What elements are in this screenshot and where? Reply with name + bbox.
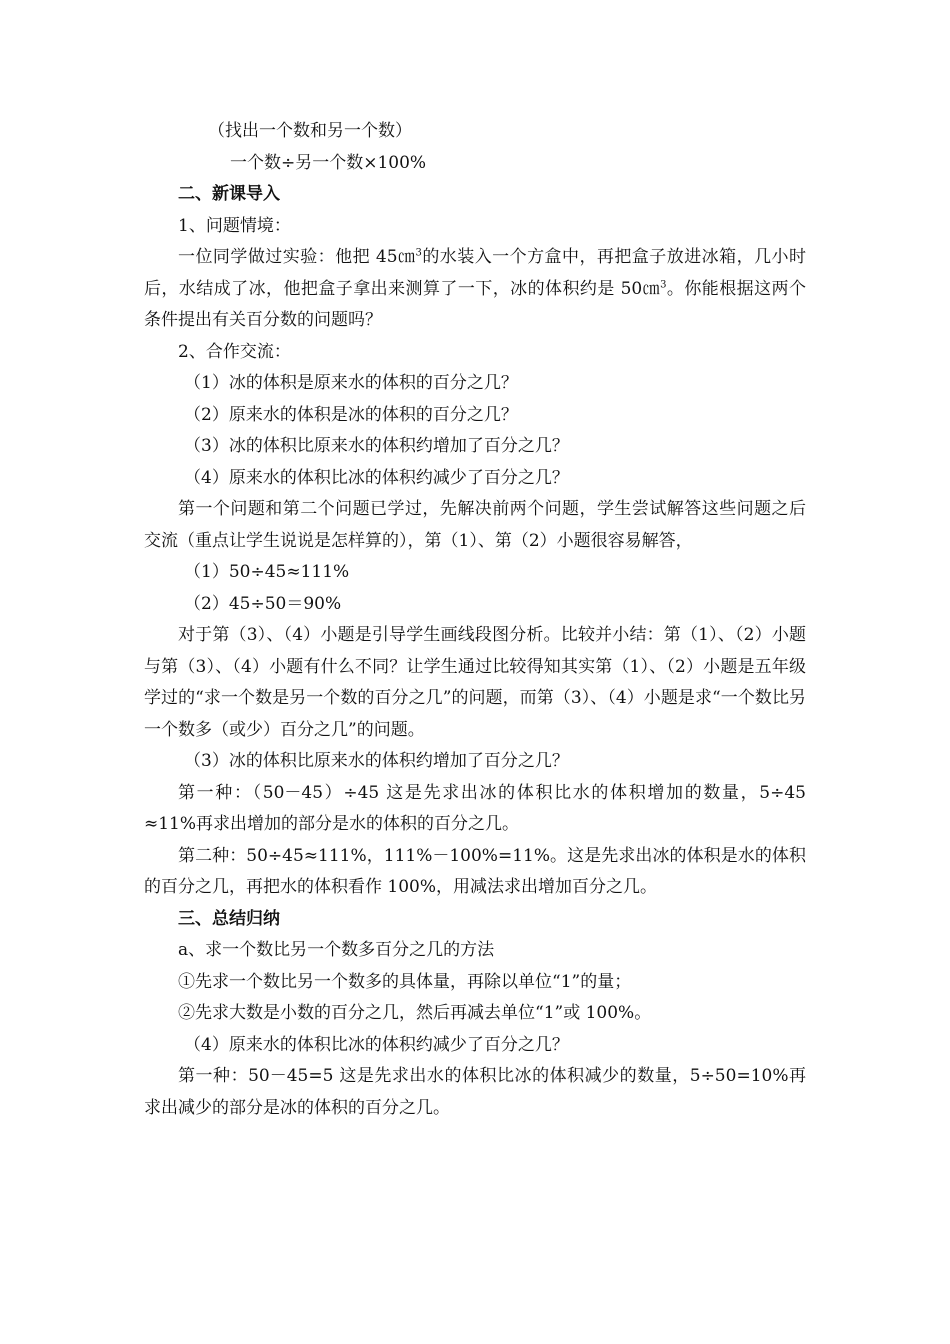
question-line: （4）原来水的体积比冰的体积约减少了百分之几？: [184, 1034, 569, 1055]
section-heading: 二、新课导入: [178, 184, 280, 204]
document-page: [144, 116, 806, 1124]
superscript: 3: [660, 278, 667, 290]
text-line: （找出一个数和另一个数）: [208, 121, 412, 141]
paragraph: [144, 242, 806, 337]
question-line: （1）冰的体积是原来水的体积的百分之几？: [184, 373, 518, 393]
formula-line: 一个数÷另一个数×100%: [230, 152, 427, 173]
paragraph: 第一种：（50－45）÷45 这是先求出冰的体积比水的体积增加的数量，5÷45 ≈11%再求出增加的部分是水的体积的百分之几。: [144, 782, 806, 834]
subheading: 1、问题情境：: [178, 215, 291, 236]
paragraph: 第一种：50－45=5 这是先求出水的体积比冰的体积减少的数量，5÷50=10%再求出减少的部分是冰的体积的百分之几。: [144, 1066, 806, 1118]
question-line: （3）冰的体积比原来水的体积约增加了百分之几？: [184, 751, 569, 771]
paragraph: 第一个问题和第二个问题已学过，先解决前两个问题，学生尝试解答这些问题之后交流（重点让学生说说是怎样算的），第（1）、第（2）小题很容易解答，: [144, 499, 806, 551]
question-line: （2）原来水的体积是冰的体积的百分之几？: [184, 404, 518, 425]
section-heading: 三、总结归纳: [178, 908, 280, 929]
text-span: 的水装入一个方盒中，再把盒子放进冰箱，几小时后，水结成了冰，他把盒子拿出来测算了一下，冰的体积约是 50㎝: [144, 247, 806, 299]
summary-line: ①先求一个数比另一个数多的具体量，再除以单位“1”的量；: [178, 971, 632, 992]
text-span: 。你能根据这两个条件提出有关百分数的问题吗？: [144, 278, 806, 330]
question-line: （3）冰的体积比原来水的体积约增加了百分之几？: [184, 436, 569, 456]
superscript: 3: [415, 247, 422, 259]
text-span: 一位同学做过实验：他把 45㎝: [178, 247, 416, 267]
subheading: 2、合作交流：: [178, 341, 291, 362]
answer-line: （1）50÷45≈111%: [184, 562, 350, 582]
question-line: （4）原来水的体积比冰的体积约减少了百分之几？: [184, 467, 569, 488]
paragraph: 对于第（3）、（4）小题是引导学生画线段图分析。比较并小结：第（1）、（2）小题与第（3）、（4）小题有什么不同？让学生通过比较得知其实第（1）、（2）小题是五年级学过的“求一个数是另一个数的百分之几”的问题，而第（3）、（4）小题是求“一个数比另一个数多（或少）百分之几”的问题。: [144, 625, 806, 740]
summary-line: a、求一个数比另一个数多百分之几的方法: [178, 940, 495, 960]
answer-line: （2）45÷50＝90%: [184, 593, 342, 614]
paragraph: 第二种：50÷45≈111%，111%－100%=11%。这是先求出冰的体积是水的体积的百分之几，再把水的体积看作 100%，用减法求出增加百分之几。: [144, 845, 806, 897]
summary-line: ②先求大数是小数的百分之几，然后再减去单位“1”或 100%。: [178, 1003, 652, 1023]
